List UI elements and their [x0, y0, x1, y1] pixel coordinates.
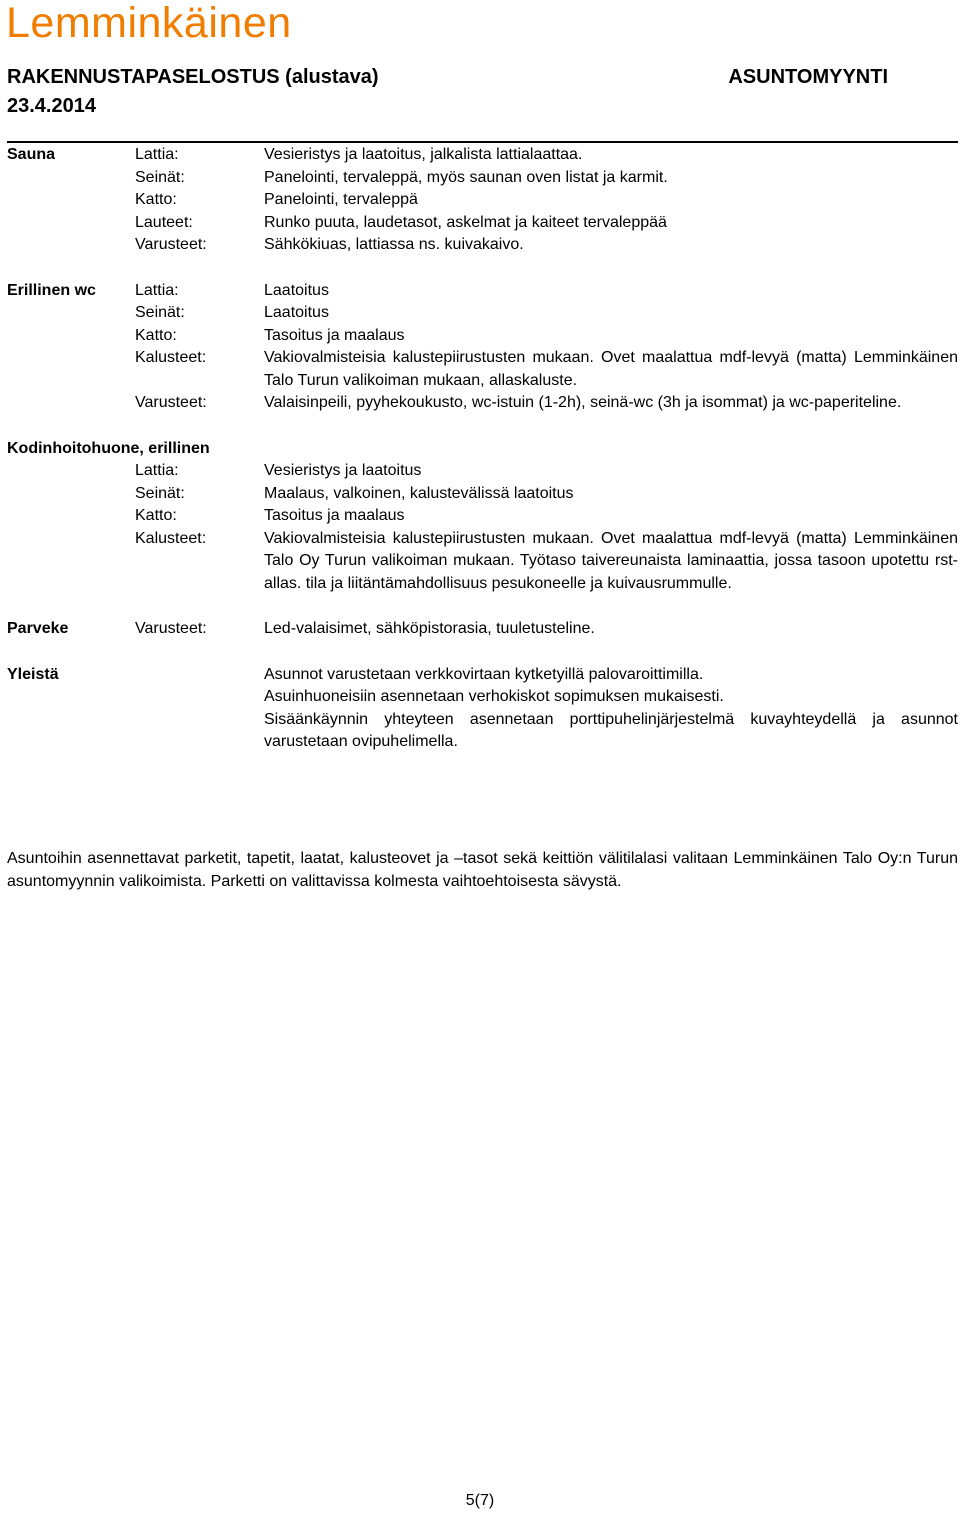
spec-row	[7, 167, 958, 190]
field-value: Sisäänkäynnin yhteyteen asennetaan porttipuhelinjärjestelmä kuvayhteydellä ja asunnot varustetaan ovipuhelimella.	[264, 710, 958, 750]
section-label: Erillinen wc	[7, 281, 96, 299]
header-divider	[7, 141, 958, 143]
field-value: Asunnot varustetaan verkkovirtaan kytketyillä palovaroittimilla.	[264, 665, 704, 683]
field-value: Runko puuta, laudetasot, askelmat ja kaiteet tervaleppää	[264, 213, 667, 231]
closing-paragraph: Asuntoihin asennettavat parketit, tapetit, laatat, kalusteovet ja –tasot sekä keittiön välitilalasi valitaan Lemminkäinen Talo Oy:n Turun asuntomyynnin valikoimista. Parketti on valittavissa kolmesta vaihtoehtoisesta sävystä.	[7, 850, 958, 890]
field-label: Varusteet:	[135, 236, 207, 253]
spec-row	[7, 347, 958, 392]
field-label: Lattia:	[135, 146, 179, 163]
section-kodinhoitohuone	[7, 438, 958, 596]
field-label: Varusteet:	[135, 394, 207, 411]
field-label: Katto:	[135, 191, 177, 208]
spec-row	[7, 302, 958, 325]
spec-row	[7, 483, 958, 506]
field-label: Kalusteet:	[135, 349, 207, 366]
spec-row	[7, 618, 958, 641]
field-label: Lattia:	[135, 462, 179, 479]
field-label: Seinät:	[135, 304, 185, 321]
field-value: Panelointi, tervaleppä	[264, 191, 418, 208]
spec-row	[7, 325, 958, 348]
field-value: Vesieristys ja laatoitus, jalkalista lattialaattaa.	[264, 146, 583, 163]
spec-row	[7, 189, 958, 212]
spec-row	[7, 686, 958, 709]
field-value: Tasoitus ja maalaus	[264, 507, 405, 524]
page-number: 5(7)	[465, 1492, 495, 1509]
field-label: Katto:	[135, 326, 177, 344]
section-label: Parveke	[7, 620, 69, 637]
section-yleista	[7, 664, 958, 754]
field-value: Tasoitus ja maalaus	[264, 326, 405, 344]
field-value: Laatoitus	[264, 281, 329, 299]
field-label: Seinät:	[135, 168, 185, 186]
field-value: Valaisinpeili, pyyhekoukusto, wc-istuin (1-2h), seinä-wc (3h ja isommat) ja wc-paperiteline.	[264, 394, 902, 411]
field-value: Sähkökiuas, lattiassa ns. kuivakaivo.	[264, 236, 524, 253]
spec-row	[7, 234, 958, 257]
field-label: Lattia:	[135, 281, 179, 299]
company-logo: Lemminkäinen	[6, 0, 292, 47]
field-value: Asuinhuoneisiin asennetaan verhokiskot sopimuksen mukaisesti.	[264, 688, 724, 705]
field-value: Maalaus, valkoinen, kalustevälissä laatoitus	[264, 484, 574, 502]
section-parveke	[7, 618, 958, 641]
spec-row	[7, 505, 958, 528]
field-label: Kalusteet:	[135, 529, 207, 547]
document-category: ASUNTOMYYNTI	[728, 66, 888, 88]
field-value: Vakiovalmisteisia kalustepiirustusten mukaan. Ovet maalattua mdf-levyä (matta) Lemminkäinen Talo Turun valikoiman mukaan, allaskaluste.	[264, 349, 958, 389]
spec-content	[7, 144, 958, 754]
field-value: Led-valaisimet, sähköpistorasia, tuuletusteline.	[264, 620, 595, 637]
field-value: Vesieristys ja laatoitus	[264, 462, 422, 479]
section-label: Sauna	[7, 146, 56, 163]
field-value: Panelointi, tervaleppä, myös saunan oven listat ja karmit.	[264, 168, 668, 186]
section-label: Yleistä	[7, 665, 59, 683]
document-date: 23.4.2014	[7, 95, 96, 117]
document-title: RAKENNUSTAPASELOSTUS (alustava)	[7, 66, 379, 88]
section-wc	[7, 280, 958, 415]
spec-row	[7, 528, 958, 596]
field-label: Katto:	[135, 507, 177, 524]
spec-row	[7, 144, 958, 167]
spec-row	[7, 709, 958, 754]
field-label: Lauteet:	[135, 213, 193, 231]
field-value: Laatoitus	[264, 304, 329, 321]
spec-row	[7, 280, 958, 303]
field-value: Vakiovalmisteisia kalustepiirustusten mukaan. Ovet maalattua mdf-levyä (matta) Lemminkäinen Talo Oy Turun valikoiman mukaan. Työtaso taivereunaista laminaattia, jossa tasoon upotettu rst-allas. tila ja liitäntämahdollisuus pesukoneelle ja kuivausrummulle.	[264, 529, 958, 592]
spec-row	[7, 212, 958, 235]
field-label: Varusteet:	[135, 620, 207, 637]
field-label: Seinät:	[135, 484, 185, 502]
spec-row	[7, 392, 958, 415]
spec-row	[7, 460, 958, 483]
section-sauna	[7, 144, 958, 257]
spec-row	[7, 664, 958, 687]
section-label: Kodinhoitohuone, erillinen	[7, 439, 210, 457]
